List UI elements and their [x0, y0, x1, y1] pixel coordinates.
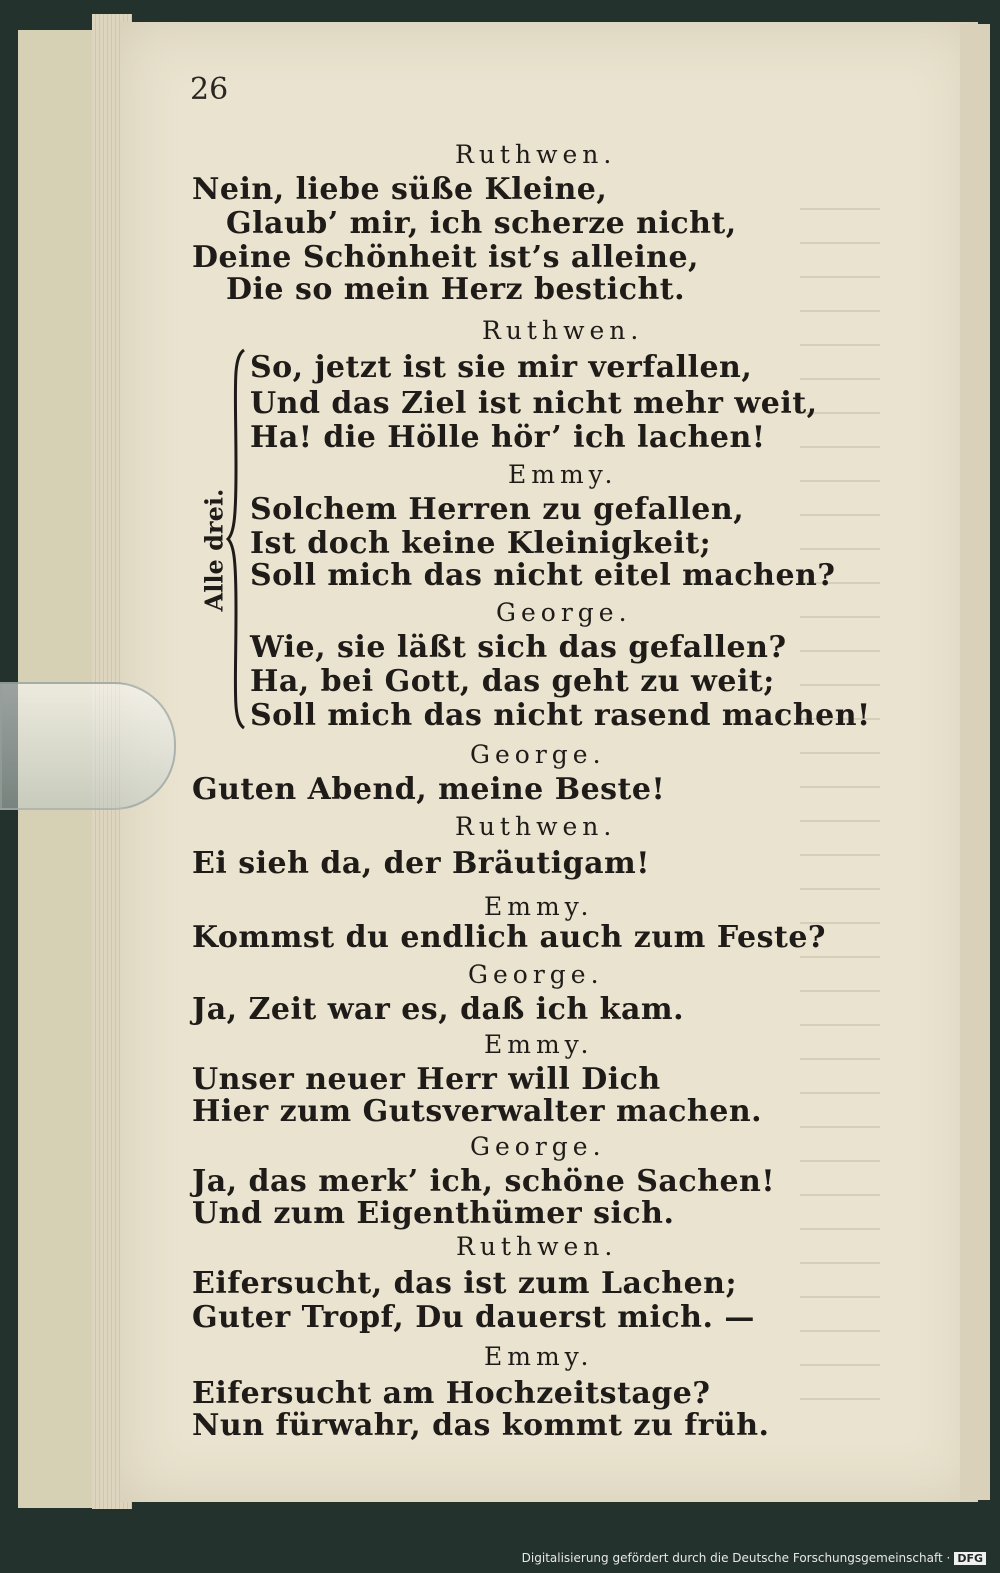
verse-line: Soll mich das nicht rasend machen! — [250, 698, 871, 733]
verse-line: Und das Ziel ist nicht mehr weit, — [250, 386, 818, 421]
speaker-name: Ruthwen. — [455, 140, 617, 169]
verse-line: Nein, liebe süße Kleine, — [192, 172, 608, 207]
verse-line: Soll mich das nicht eitel machen? — [250, 558, 836, 593]
speaker-name: George. — [470, 1132, 606, 1161]
verse-line: Kommst du endlich auch zum Feste? — [192, 920, 826, 955]
verse-line: Nun fürwahr, das kommt zu früh. — [192, 1408, 770, 1443]
verse-line: Eifersucht am Hochzeitstage? — [192, 1376, 711, 1411]
verse-line: Und zum Eigenthümer sich. — [192, 1196, 675, 1231]
verse-line: Ei sieh da, der Bräutigam! — [192, 846, 650, 881]
verse-line: Hier zum Gutsverwalter machen. — [192, 1094, 763, 1129]
verse-line: Wie, sie läßt sich das gefallen? — [250, 630, 787, 665]
verse-line: Deine Schönheit ist’s alleine, — [192, 240, 699, 275]
verse-line: Guter Tropf, Du dauerst mich. — — [192, 1300, 755, 1335]
verse-line: Ha, bei Gott, das geht zu weit; — [250, 664, 775, 699]
glass-page-holder — [0, 682, 176, 810]
show-through-text — [800, 180, 880, 1410]
speaker-name: Ruthwen. — [455, 812, 617, 841]
speaker-name: Ruthwen. — [456, 1232, 618, 1261]
speaker-name: George. — [468, 960, 604, 989]
facing-page-edge — [960, 24, 990, 1500]
verse-line: So, jetzt ist sie mir verfallen, — [250, 350, 753, 385]
verse-line: Glaub’ mir, ich scherze nicht, — [226, 206, 737, 241]
verse-line: Solchem Herren zu gefallen, — [250, 492, 745, 527]
trio-label: Alle drei. — [199, 488, 229, 612]
verse-line: Ha! die Hölle hör’ ich lachen! — [250, 420, 766, 455]
dfg-logo: DFG — [954, 1552, 986, 1565]
speaker-name: Emmy. — [508, 460, 618, 489]
verse-line: Die so mein Herz besticht. — [226, 272, 686, 307]
verse-line: Ja, das merk’ ich, schöne Sachen! — [192, 1164, 776, 1199]
speaker-name: Emmy. — [484, 1030, 594, 1059]
verse-line: Ja, Zeit war es, daß ich kam. — [192, 992, 685, 1027]
speaker-name: Emmy. — [484, 1342, 594, 1371]
speaker-name: George. — [470, 740, 606, 769]
speaker-name: Emmy. — [484, 892, 594, 921]
digitization-credit: Digitalisierung gefördert durch die Deutsche Forschungsgemeinschaft · DFG — [522, 1551, 986, 1565]
verse-line: Unser neuer Herr will Dich — [192, 1062, 661, 1097]
page-number: 26 — [190, 72, 229, 107]
speaker-name: George. — [496, 598, 632, 627]
verse-line: Guten Abend, meine Beste! — [192, 772, 666, 807]
speaker-name: Ruthwen. — [482, 316, 644, 345]
verse-line: Eifersucht, das ist zum Lachen; — [192, 1266, 738, 1301]
verse-line: Ist doch keine Kleinigkeit; — [250, 526, 712, 561]
